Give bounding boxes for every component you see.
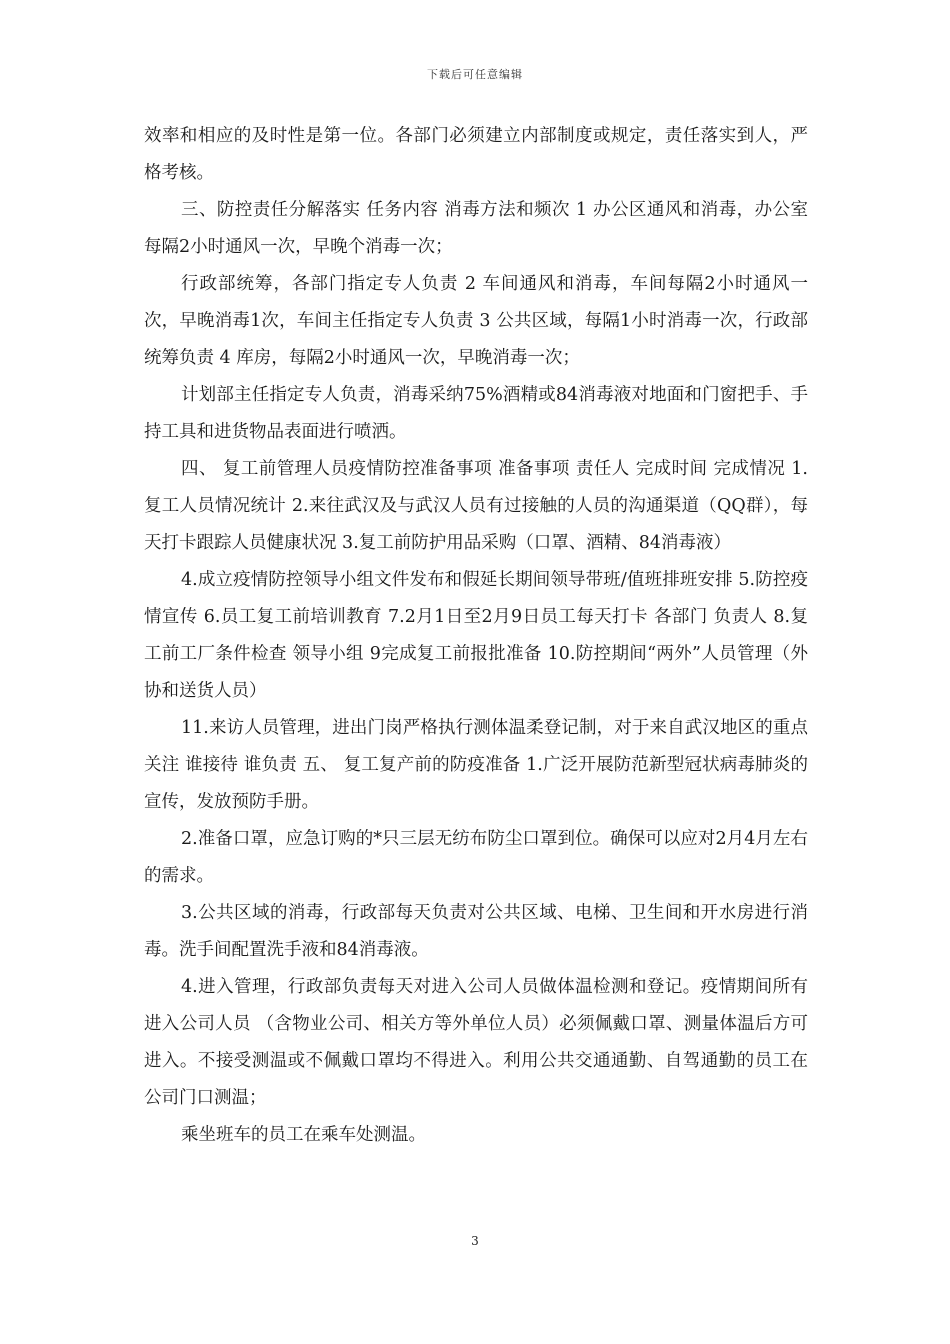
paragraph: 效率和相应的及时性是第一位。各部门必须建立内部制度或规定，责任落实到人，严格考核。 (144, 126, 808, 183)
paragraph: 计划部主任指定专人负责，消毒采纳75%酒精或84消毒液对地面和门窗把手、手持工具和进货物品表面进行喷洒。 (144, 385, 808, 442)
paragraph: 行政部统筹，各部门指定专人负责 2 车间通风和消毒，车间每隔2小时通风一次，早晚消毒1次，车间主任指定专人负责 3 公共区域，每隔1小时消毒一次，行政部统筹负责 4 库房，每隔2小时通风一次，早晚消毒一次； (144, 274, 808, 368)
paragraph: 四、 复工前管理人员疫情防控准备事项 准备事项 责任人 完成时间 完成情况 1.复工人员情况统计 2.来往武汉及与武汉人员有过接触的人员的沟通渠道（QQ群），每天打卡跟踪人员健康状况 3.复工前防护用品采购（口罩、酒精、84消毒液） (144, 459, 808, 553)
paragraph: 4.进入管理，行政部负责每天对进入公司人员做体温检测和登记。疫情期间所有进入公司人员 （含物业公司、相关方等外单位人员）必须佩戴口罩、测量体温后方可进入。不接受测温或不佩戴口罩均不得进入。利用公共交通通勤、自驾通勤的员工在公司门口测温； (144, 977, 808, 1108)
paragraph: 三、防控责任分解落实 任务内容 消毒方法和频次 1 办公区通风和消毒，办公室每隔2小时通风一次，早晚个消毒一次； (144, 200, 808, 257)
paragraph: 2.准备口罩，应急订购的*只三层无纺布防尘口罩到位。确保可以应对2月4月左右的需求。 (144, 829, 808, 886)
paragraph: 11.来访人员管理，进出门岗严格执行测体温柔登记制，对于来自武汉地区的重点关注 谁接待 谁负责 五、 复工复产前的防疫准备 1.广泛开展防范新型冠状病毒肺炎的宣传，发放预防手册。 (144, 718, 808, 812)
page-number: 3 (471, 1234, 479, 1248)
paragraph: 4.成立疫情防控领导小组文件发布和假延长期间领导带班/值班排班安排 5.防控疫情宣传 6.员工复工前培训教育 7.2月1日至2月9日员工每天打卡 各部门 负责人 8.复工前工厂条件检查 领导小组 9完成复工前报批准备 10.防控期间“两外”人员管理（外协和送货人员） (144, 570, 808, 701)
document-body (144, 118, 808, 1154)
paragraph: 3.公共区域的消毒，行政部每天负责对公共区域、电梯、卫生间和开水房进行消毒。洗手间配置洗手液和84消毒液。 (144, 903, 808, 960)
paragraph: 乘坐班车的员工在乘车处测温。 (181, 1125, 426, 1145)
page-header: 下载后可任意编辑 (427, 68, 523, 81)
